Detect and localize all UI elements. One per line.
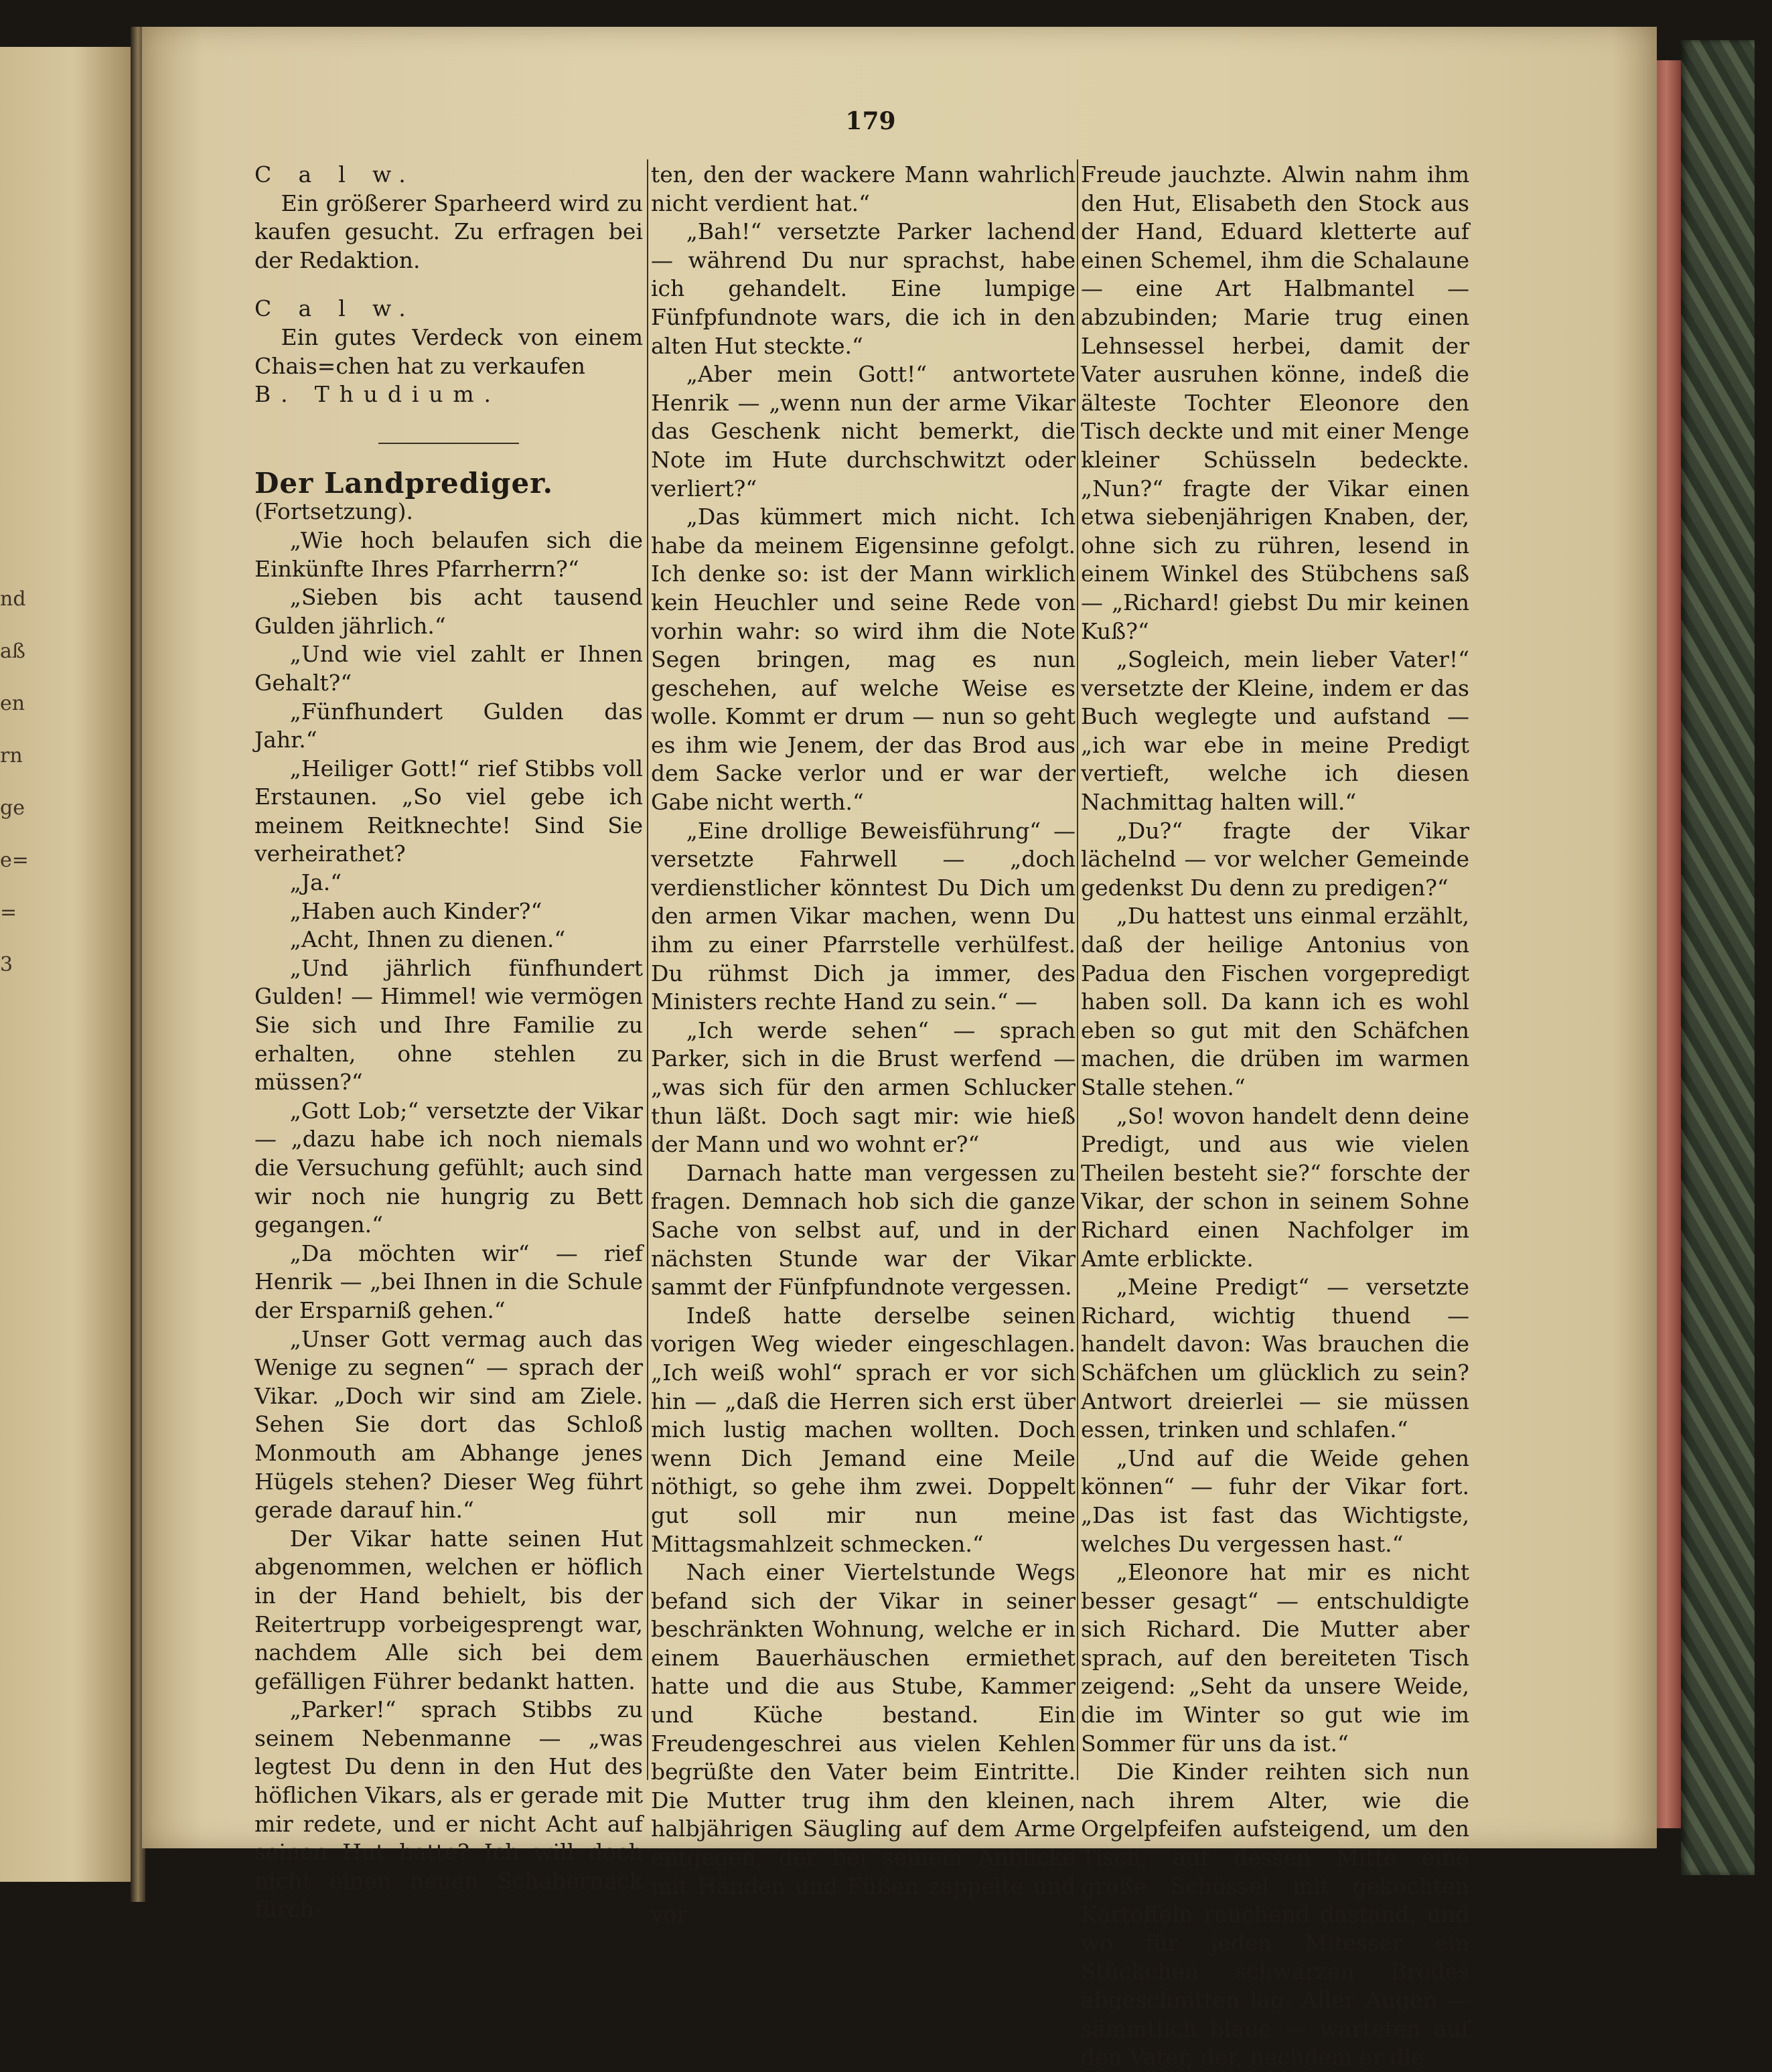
paragraph: „Und wie viel zahlt er Ihnen Gehalt?“ [254, 641, 643, 696]
fragment: rn [0, 744, 23, 767]
paragraph: „Bah!“ versetzte Parker lachend — während Du nur sprachst, habe ich gehandelt. Eine lumpige Fünfpfundnote wars, die ich in den alten Hut steckte.“ [651, 218, 1076, 359]
paragraph: „Acht, Ihnen zu dienen.“ [289, 926, 566, 953]
paragraph: „Sogleich, mein lieber Vater!“ versetzte der Kleine, indem er das Buch weglegte und aufstand — „ich war ebe in meine Predigt vertieft, welche ich diesen Nachmittag halten will.“ [1081, 646, 1469, 816]
paragraph: „Du hattest uns einmal erzählt, daß der heilige Antonius von Padua den Fischen vorgepredigt haben soll. Da kann ich es wohl eben so gut mit den Schäfchen machen, die drüben im warmen Stalle stehen.“ [1081, 903, 1469, 1100]
fragment: = [0, 901, 17, 924]
fragment: aß [0, 640, 25, 663]
ad-text: Ein gutes Verdeck von einem Chais=chen hat zu verkaufen [254, 323, 643, 379]
paragraph: „Sieben bis acht tausend Gulden jährlich.“ [254, 584, 643, 639]
previous-page-edge [0, 47, 134, 1882]
fragment: nd [0, 587, 26, 611]
paragraph: „Aber mein Gott!“ antwortete Henrik — „wenn nun der arme Vikar das Geschenk nicht bemerkt, die Note im Hute durchschwitzt oder verliert?“ [651, 361, 1076, 502]
column-rule-right [1077, 159, 1078, 1780]
paragraph: „Fünfhundert Gulden das Jahr.“ [254, 698, 643, 753]
fragment: en [0, 692, 25, 715]
ad-signature: B. Thudium. [254, 381, 501, 408]
paragraph: Der Vikar hatte seinen Hut abgenommen, welchen er höflich in der Hand behielt, bis der Reitertrupp vorbeigesprengt war, nachdem Alle sich bei dem gefälligen Führer bedankt hatten. [254, 1525, 643, 1694]
fragment: e= [0, 848, 29, 872]
ad-text: Ein größerer Sparheerd wird zu kaufen gesucht. Zu erfragen bei der Redaktion. [254, 190, 643, 273]
paragraph: Darnach hatte man vergessen zu fragen. Demnach hob sich die ganze Sache von selbst auf, und in der nächsten Stunde war der Vikar sammt der Fünfpfundnote vergessen. [651, 1159, 1076, 1301]
paragraph: Nach einer Viertelstunde Wegs befand sich der Vikar in seiner beschränkten Wohnung, welche er in einem Bauerhäuschen ermiethet hatte und die aus Stube, Kammer und Küche bestand. Ein Freudengeschrei aus vielen Kehlen begrüßte den Vater beim Eintritte. Die Mutter trug ihm den kleinen, halbjährigen Säugling auf dem Arme entgegen, der bei seinem Anblicke mit Händen und Füßen zappelte und vor [651, 1559, 1076, 1928]
paragraph: „Und auf die Weide gehen können“ — fuhr der Vikar fort. „Das ist fast das Wichtigste, welches Du vergessen hast.“ [1081, 1445, 1469, 1557]
paragraph: „Gott Lob;“ versetzte der Vikar — „dazu habe ich noch niemals die Versuchung gefühlt; auch sind wir noch nie hungrig zu Bett gegangen.“ [254, 1097, 643, 1238]
paragraph: „Wie hoch belaufen sich die Einkünfte Ihres Pfarrherrn?“ [254, 526, 643, 582]
paragraph: „So! wovon handelt denn deine Predigt, und aus wie vielen Theilen besteht sie?“ forschte der Vikar, der schon in seinem Sohne Richard einen Nachfolger im Amte erblickte. [1081, 1102, 1469, 1272]
page-number: 179 [845, 107, 896, 135]
paragraph: Die Kinder reihten sich nun nach ihrem Alter, wie die Orgelpfeifen aufsteigend, um den Tisch, auf dessen Mitte eine große Schüssel mit gekochten Kartoffeln rauchend dastand, und wo für jeden Mitesser ein Stückchen schwarzen Brodes abgeschnitten lag. Aller Augen — sämmtlich blaue — warteten auf den Vater, der, nachdem er die [1081, 1759, 1469, 2071]
paragraph: „Meine Predigt“ — versetzte Richard, wichtig thuend — handelt davon: Was brauchen die Schäfchen um glücklich zu sein? Antwort dreierlei — sie müssen essen, trinken und schlafen.“ [1081, 1274, 1469, 1443]
fragment: 3 [0, 953, 13, 976]
story-subtitle: (Fortsetzung). [254, 498, 413, 525]
paragraph: „Heiliger Gott!“ rief Stibbs voll Erstaunen. „So viel gebe ich meinem Reitknechte! Sind Sie verheirathet? [254, 755, 643, 867]
section-divider [378, 443, 519, 444]
paragraph: „Parker!“ sprach Stibbs zu seinem Nebenmanne — „was legtest Du denn in den Hut des höflichen Vikars, als er gerade mit mir redete, und er nicht Acht auf seinen Hut hatte? Ich will doch nicht einen neuen Schabernack fürch- [254, 1696, 643, 1923]
paragraph: „Du?“ fragte der Vikar lächelnd — vor welcher Gemeinde gedenkst Du denn zu predigen?“ [1081, 817, 1469, 901]
page-red-edge [1657, 60, 1681, 1828]
paragraph: „Eine drollige Beweisführung“ — versetzte Fahrwell — „doch verdienstlicher könntest Du Dich um den armen Vikar machen, wenn Du ihm zu einer Pfarrstelle verhülfest. Du rühmst Dich ja immer, des Ministers rechte Hand zu sein.“ — [651, 817, 1076, 1015]
paragraph: „Eleonore hat mir es nicht besser gesagt“ — entschuldigte sich Richard. Die Mutter aber sprach, auf den bereiteten Tisch zeigend: „Seht da unsere Weide, die im Winter so gut wie im Sommer für uns da ist.“ [1081, 1559, 1469, 1757]
ad-place-heading: C a l w. [254, 295, 416, 322]
fragment: ge [0, 796, 25, 820]
paragraph: „Das kümmert mich nicht. Ich habe da meinem Eigensinne gefolgt. Ich denke so: ist der Mann wirklich kein Heuchler und seine Rede von vorhin wahr: so wird ihm die Note Segen bringen, mag es nun geschehen, auf welche Weise es wolle. Kommt er drum — nun so geht es ihm wie Jenem, der das Brod aus dem Sacke verlor und er war der Gabe nicht werth.“ [651, 504, 1076, 816]
story-title: Der Landprediger. [254, 466, 554, 500]
paragraph: Indeß hatte derselbe seinen vorigen Weg wieder eingeschlagen. „Ich weiß wohl“ sprach er vor sich hin — „daß die Herren sich erst über mich lustig machen wollten. Doch wenn Dich Jemand eine Meile nöthigt, so gehe ihm zwei. Doppelt gut soll mir nun meine Mittagsmahlzeit schmecken.“ [651, 1302, 1076, 1557]
column-middle [651, 161, 1076, 1929]
paragraph: „Und jährlich fünfhundert Gulden! — Himmel! wie vermögen Sie sich und Ihre Familie zu erhalten, ohne stehlen zu müssen?“ [254, 954, 643, 1096]
paragraph: ten, den der wackere Mann wahrlich nicht verdient hat.“ [651, 161, 1076, 216]
marbled-cover [1681, 40, 1755, 1875]
column-left [254, 161, 643, 1924]
ad-place-heading: C a l w. [254, 161, 416, 188]
column-right [1081, 161, 1469, 2072]
paragraph: „Ich werde sehen“ — sprach Parker, sich in die Brust werfend — „was sich für den armen Schlucker thun läßt. Doch sagt mir: wie hieß der Mann und wo wohnt er?“ [651, 1017, 1076, 1158]
previous-page-text-fragments [0, 589, 27, 1007]
paragraph: Freude jauchzte. Alwin nahm ihm den Hut, Elisabeth den Stock aus der Hand, Eduard kletterte auf einen Schemel, ihm die Schalaune — eine Art Halbmantel — abzubinden; Marie trug einen Lehnsessel herbei, damit der Vater ausruhen könne, indeß die älteste Tochter Eleonore den Tisch deckte und mit einer Menge kleiner Schüsseln bedeckte. „Nun?“ fragte der Vikar einen etwa siebenjährigen Knaben, der, ohne sich zu rühren, lesend in einem Winkel des Stübchens saß — „Richard! giebst Du mir keinen Kuß?“ [1081, 161, 1469, 644]
paragraph: „Ja.“ [289, 869, 342, 896]
paragraph: „Haben auch Kinder?“ [289, 897, 542, 924]
paragraph: „Da möchten wir“ — rief Henrik — „bei Ihnen in die Schule der Ersparniß gehen.“ [254, 1240, 643, 1323]
paragraph: „Unser Gott vermag auch das Wenige zu segnen“ — sprach der Vikar. „Doch wir sind am Ziele. Sehen Sie dort das Schloß Monmouth am Abhange jenes Hügels stehen? Dieser Weg führt gerade darauf hin.“ [254, 1325, 643, 1524]
column-rule-left [647, 159, 648, 1780]
